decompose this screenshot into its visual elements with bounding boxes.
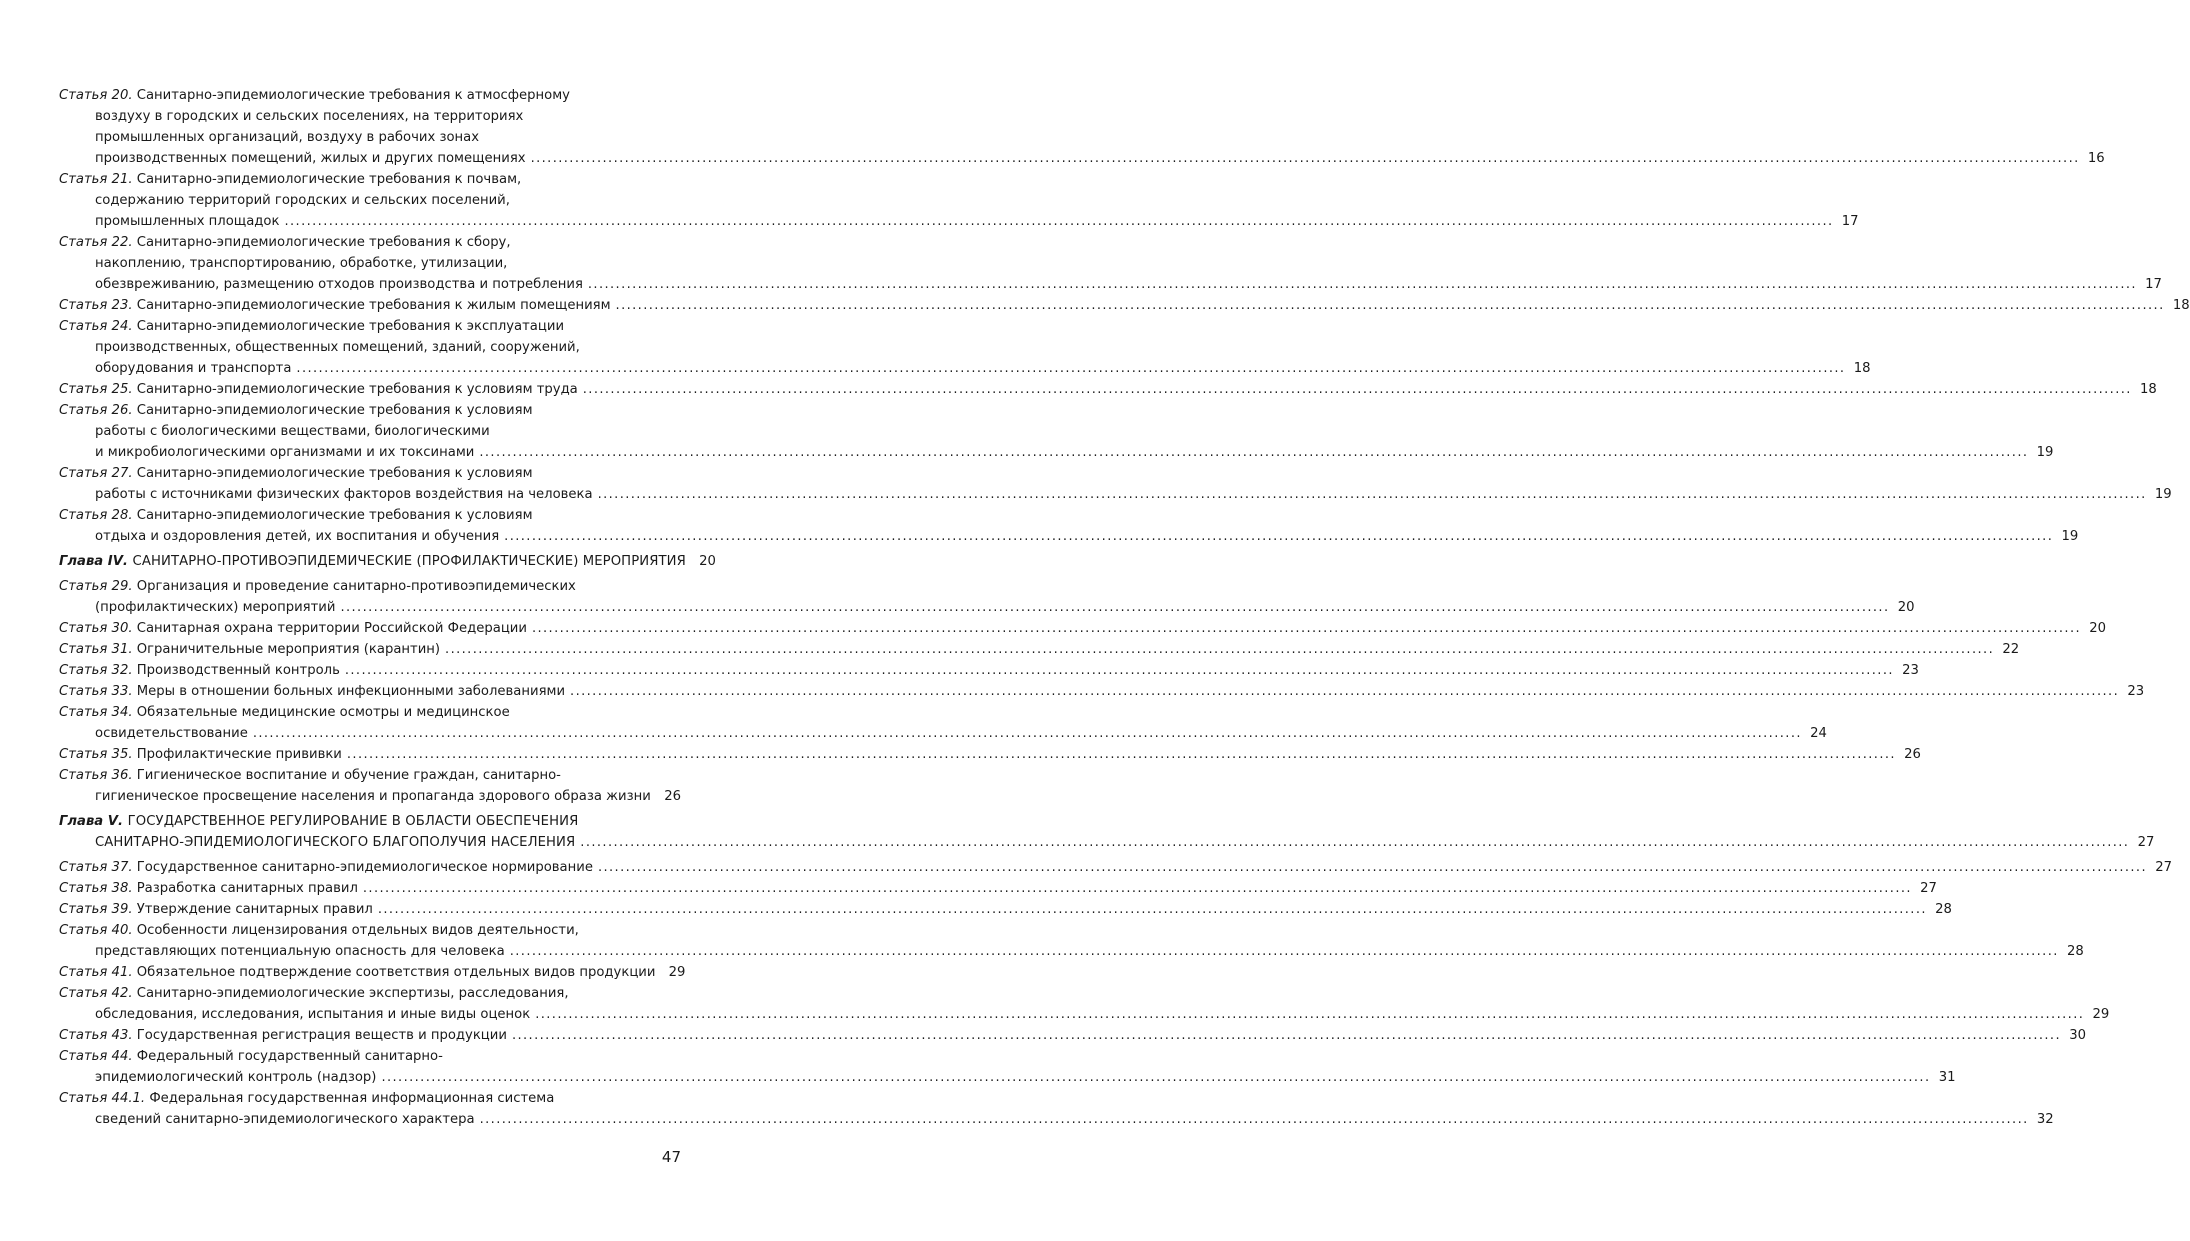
dot-leader: [479, 442, 2028, 463]
table-of-contents: [59, 85, 2190, 1130]
toc-line: Статья 31 . Ограничительные мероприятия (карантин) ..... 22: [59, 639, 681, 660]
article-label: Статья 32: [59, 663, 129, 678]
page-number: 47: [661, 1148, 681, 1166]
dot-leader: [345, 660, 1894, 681]
dot-leader: [580, 832, 2129, 853]
toc-title-text: ГОСУДАРСТВЕННОЕ РЕГУЛИРОВАНИЕ В ОБЛАСТИ ОБЕСПЕЧЕНИЯ: [127, 814, 579, 829]
toc-title-text: Санитарно-эпидемиологические требования к сбору,: [136, 235, 511, 250]
toc-line: [59, 484, 2172, 505]
toc-line: Статья 25 . Санитарно-эпидемиологические требования к условиям труда ..... 18: [59, 379, 681, 400]
toc-title-text: оборудования и транспорта: [95, 361, 292, 376]
toc-title-text: Государственное санитарно-эпидемиологическое нормирование: [136, 860, 593, 875]
toc-title-text: Профилактические прививки: [136, 747, 342, 762]
toc-title-text: промышленных площадок: [95, 214, 280, 229]
toc-line: [59, 190, 681, 211]
toc-line: Статья 40 . Особенности лицензирования отдельных видов деятельности,: [59, 920, 681, 941]
toc-page-number: 18: [2172, 298, 2190, 313]
dot-leader: [378, 899, 1927, 920]
toc-page-number: 18: [1853, 361, 1871, 376]
toc-page-number: 32: [2036, 1112, 2054, 1127]
dot-leader: [284, 211, 1833, 232]
toc-title-text: содержанию территорий городских и сельских поселений,: [95, 193, 510, 208]
toc-title-text: Разработка санитарных правил: [136, 881, 358, 896]
dot-leader: [504, 526, 2053, 547]
dot-leader: [296, 358, 1845, 379]
toc-page-number: 23: [1902, 663, 1919, 678]
toc-page-number: 19: [2061, 529, 2079, 544]
toc-line: [59, 786, 681, 807]
dot-leader: [347, 744, 1896, 765]
article-label: Статья 30: [59, 621, 129, 636]
toc-entry: [59, 681, 2145, 702]
toc-title-text: Санитарно-эпидемиологические требования к условиям: [136, 403, 533, 418]
toc-entry: [59, 379, 2157, 400]
toc-title-text: Утверждение санитарных правил: [136, 902, 373, 917]
article-label: Статья 38: [59, 881, 129, 896]
toc-line: [59, 337, 681, 358]
article-label: Статья 23: [59, 298, 129, 313]
toc-page-number: 26: [1904, 747, 1921, 762]
article-label: Статья 26: [59, 403, 129, 418]
toc-title-text: представляющих потенциальную опасность для человека: [95, 944, 505, 959]
toc-line: Статья 29 . Организация и проведение санитарно-противоэпидемических: [59, 576, 681, 597]
toc-title-text: производственных, общественных помещений, зданий, сооружений,: [95, 340, 580, 355]
toc-title-text: сведений санитарно-эпидемиологического характера: [95, 1112, 475, 1127]
toc-title-text: воздуху в городских и сельских поселениях, на территориях: [95, 109, 524, 124]
toc-entry: [59, 400, 2054, 463]
toc-title-text: отдыха и оздоровления детей, их воспитания и обучения: [95, 529, 500, 544]
toc-line: [59, 597, 1915, 618]
article-label: Статья 36: [59, 768, 129, 783]
toc-line: Глава V . ГОСУДАРСТВЕННОЕ РЕГУЛИРОВАНИЕ В ОБЛАСТИ ОБЕСПЕЧЕНИЯ: [59, 811, 681, 832]
toc-title-text: Государственная регистрация веществ и продукции: [136, 1028, 507, 1043]
article-label: Статья 42: [59, 986, 129, 1001]
toc-title-text: Санитарно-эпидемиологические требования к условиям: [136, 508, 533, 523]
article-label: Статья 33: [59, 684, 129, 699]
article-label: Статья 27: [59, 466, 129, 481]
toc-line: Статья 38 . Разработка санитарных правил ..... 27: [59, 878, 681, 899]
dot-leader: [588, 274, 2137, 295]
dot-leader: [381, 1067, 1930, 1088]
toc-page-number: 29: [2092, 1007, 2110, 1022]
dot-leader: [570, 681, 2119, 702]
toc-line: Статья 30 . Санитарная охрана территории Российской Федерации ..... 20: [59, 618, 681, 639]
toc-page-number: 18: [2140, 382, 2157, 397]
toc-title-text: производственных помещений, жилых и других помещениях: [95, 151, 526, 166]
toc-page-number: 27: [2155, 860, 2172, 875]
toc-title-text: обследования, исследования, испытания и иные виды оценок: [95, 1007, 531, 1022]
toc-page-number: 31: [1938, 1070, 1956, 1085]
toc-page-number: 28: [1935, 902, 1952, 917]
toc-line: [59, 106, 681, 127]
toc-line: Статья 27 . Санитарно-эпидемиологические требования к условиям: [59, 463, 681, 484]
toc-line: Статья 34 . Обязательные медицинские осмотры и медицинское: [59, 702, 681, 723]
toc-title-text: Санитарная охрана территории Российской Федерации: [136, 621, 527, 636]
toc-line: Статья 24 . Санитарно-эпидемиологические требования к эксплуатации: [59, 316, 681, 337]
toc-title-text: и микробиологическими организмами и их токсинами: [95, 445, 475, 460]
toc-line: Статья 23 . Санитарно-эпидемиологические требования к жилым помещениям ..... 18: [59, 295, 681, 316]
toc-page-number: 20: [699, 554, 716, 569]
toc-line: Статья 26 . Санитарно-эпидемиологические требования к условиям: [59, 400, 681, 421]
article-label: Статья 24: [59, 319, 129, 334]
toc-title-text: (профилактических) мероприятий: [95, 600, 336, 615]
toc-line: Статья 39 . Утверждение санитарных правил ..... 28: [59, 899, 681, 920]
toc-page-number: 17: [2145, 277, 2162, 292]
toc-title-text: эпидемиологический контроль (надзор): [95, 1070, 377, 1085]
toc-line: [59, 274, 2162, 295]
toc-line: Статья 44 . Федеральный государственный санитарно-: [59, 1046, 681, 1067]
toc-entry: [59, 463, 2172, 505]
toc-title-text: Санитарно-эпидемиологические требования к почвам,: [136, 172, 522, 187]
toc-line: [59, 941, 2084, 962]
toc-title-text: Санитарно-эпидемиологические экспертизы, расследования,: [136, 986, 569, 1001]
toc-title-text: САНИТАРНО-ЭПИДЕМИОЛОГИЧЕСКОГО БЛАГОПОЛУЧИЯ НАСЕЛЕНИЯ: [95, 835, 576, 850]
toc-page-number: 17: [1841, 214, 1859, 229]
toc-line: [59, 526, 2079, 547]
toc-title-text: САНИТАРНО-ПРОТИВОЭПИДЕМИЧЕСКИЕ (ПРОФИЛАКТИЧЕСКИЕ) МЕРОПРИЯТИЯ: [132, 554, 686, 569]
toc-title-text: Гигиеническое воспитание и обучение граждан, санитарно-: [136, 768, 561, 783]
toc-title-text: Федеральная государственная информационная система: [149, 1091, 555, 1106]
article-label: Статья 39: [59, 902, 129, 917]
toc-page-number: 19: [2154, 487, 2172, 502]
toc-line: Статья 44.1 . Федеральная государственная информационная система: [59, 1088, 681, 1109]
toc-line: Статья 22 . Санитарно-эпидемиологические требования к сбору,: [59, 232, 681, 253]
toc-page-number: 29: [668, 965, 686, 980]
toc-page-number: 26: [664, 789, 681, 804]
chapter-label: Глава V: [59, 814, 119, 829]
toc-page-number: 24: [1810, 726, 1827, 741]
toc-entry: [59, 962, 686, 983]
toc-entry: [59, 857, 2172, 878]
dot-leader: [512, 1025, 2061, 1046]
toc-line: [59, 127, 681, 148]
article-label: Статья 40: [59, 923, 129, 938]
article-label: Статья 37: [59, 860, 129, 875]
toc-line: Статья 21 . Санитарно-эпидемиологические требования к почвам,: [59, 169, 681, 190]
dot-leader: [363, 878, 1912, 899]
article-label: Статья 41: [59, 965, 129, 980]
toc-line: Статья 35 . Профилактические прививки ..... 26: [59, 744, 681, 765]
toc-entry: [59, 1088, 2054, 1130]
article-label: Статья 21: [59, 172, 129, 187]
toc-title-text: гигиеническое просвещение населения и пропаганда здорового образа жизни: [95, 789, 651, 804]
article-label: Статья 29: [59, 579, 129, 594]
dot-leader: [598, 484, 2147, 505]
toc-entry: [59, 232, 2162, 295]
article-label: Статья 25: [59, 382, 129, 397]
toc-page-number: 27: [2137, 835, 2155, 850]
toc-title-text: Обязательное подтверждение соответствия отдельных видов продукции: [136, 965, 656, 980]
dot-leader: [480, 1109, 2029, 1130]
toc-line: Статья 42 . Санитарно-эпидемиологические экспертизы, расследования,: [59, 983, 681, 1004]
toc-entry: [59, 1046, 1956, 1088]
toc-page-number: 23: [2127, 684, 2145, 699]
dot-leader: [583, 379, 2132, 400]
toc-page-number: 20: [1897, 600, 1915, 615]
toc-entry: [59, 316, 1871, 379]
toc-line: Статья 36 . Гигиеническое воспитание и обучение граждан, санитарно-: [59, 765, 681, 786]
toc-title-text: Санитарно-эпидемиологические требования к условиям труда: [136, 382, 578, 397]
toc-title-text: Санитарно-эпидемиологические требования к жилым помещениям: [136, 298, 611, 313]
toc-entry: [59, 618, 2107, 639]
toc-title-text: промышленных организаций, воздуху в рабочих зонах: [95, 130, 480, 145]
dot-leader: [531, 148, 2080, 169]
toc-line: Статья 37 . Государственное санитарно-эпидемиологическое нормирование ..... 27: [59, 857, 681, 878]
dot-leader: [340, 597, 1889, 618]
toc-line: Статья 43 . Государственная регистрация веществ и продукции ..... 30: [59, 1025, 681, 1046]
toc-page-number: 19: [2036, 445, 2054, 460]
article-label: Статья 28: [59, 508, 129, 523]
toc-page-number: 27: [1920, 881, 1937, 896]
toc-title-text: Производственный контроль: [136, 663, 340, 678]
dot-leader: [598, 857, 2147, 878]
toc-line: [59, 421, 681, 442]
toc-chapter: [59, 551, 716, 572]
toc-line: [59, 1109, 2054, 1130]
toc-line: [59, 148, 2105, 169]
article-label: Статья 20: [59, 88, 129, 103]
toc-entry: [59, 702, 1827, 744]
article-label: Статья 34: [59, 705, 129, 720]
article-label: Статья 22: [59, 235, 129, 250]
dot-leader: [253, 723, 1802, 744]
dot-leader: [616, 295, 2165, 316]
toc-title-text: накоплению, транспортированию, обработке, утилизации,: [95, 256, 508, 271]
toc-line: [59, 211, 1859, 232]
toc-entry: [59, 660, 1919, 681]
toc-title-text: Санитарно-эпидемиологические требования к условиям: [136, 466, 533, 481]
article-label: Статья 35: [59, 747, 129, 762]
toc-entry: [59, 744, 1921, 765]
toc-entry: [59, 878, 1937, 899]
toc-line: Глава IV . САНИТАРНО-ПРОТИВОЭПИДЕМИЧЕСКИЕ (ПРОФИЛАКТИЧЕСКИЕ) МЕРОПРИЯТИЯ 20: [59, 551, 681, 572]
article-label: Статья 31: [59, 642, 129, 657]
toc-title-text: Особенности лицензирования отдельных видов деятельности,: [136, 923, 579, 938]
toc-line: [59, 832, 2155, 853]
toc-chapter: [59, 811, 2155, 853]
toc-entry: [59, 920, 2084, 962]
toc-line: [59, 1004, 2110, 1025]
dot-leader: [510, 941, 2059, 962]
toc-line: [59, 358, 1871, 379]
toc-line: Статья 28 . Санитарно-эпидемиологические требования к условиям: [59, 505, 681, 526]
toc-title-text: Санитарно-эпидемиологические требования к атмосферному: [136, 88, 570, 103]
toc-line: [59, 253, 681, 274]
toc-entry: [59, 169, 1859, 232]
toc-entry: [59, 576, 1915, 618]
article-label: Статья 43: [59, 1028, 129, 1043]
toc-title-text: обезвреживанию, размещению отходов производства и потребления: [95, 277, 583, 292]
toc-page-number: 28: [2067, 944, 2084, 959]
toc-page-number: 30: [2069, 1028, 2086, 1043]
toc-entry: [59, 899, 1952, 920]
toc-line: Статья 32 . Производственный контроль ..... 23: [59, 660, 681, 681]
toc-title-text: Ограничительные мероприятия (карантин): [136, 642, 441, 657]
toc-title-text: освидетельствование: [95, 726, 248, 741]
toc-entry: [59, 1025, 2086, 1046]
toc-page-number: 20: [2089, 621, 2107, 636]
dot-leader: [532, 618, 2081, 639]
toc-title-text: Санитарно-эпидемиологические требования к эксплуатации: [136, 319, 565, 334]
toc-entry: [59, 639, 2020, 660]
toc-page-number: 22: [2002, 642, 2020, 657]
toc-entry: [59, 295, 2190, 316]
toc-line: [59, 1067, 1956, 1088]
toc-title-text: Меры в отношении больных инфекционными заболеваниями: [136, 684, 566, 699]
article-label: Статья 44.1: [59, 1091, 141, 1106]
chapter-label: Глава IV: [59, 554, 123, 569]
toc-line: Статья 41 . Обязательное подтверждение соответствия отдельных видов продукции 29: [59, 962, 681, 983]
toc-line: Статья 33 . Меры в отношении больных инфекционными заболеваниями ..... 23: [59, 681, 681, 702]
toc-entry: [59, 505, 2079, 547]
toc-title-text: работы с источниками физических факторов воздействия на человека: [95, 487, 593, 502]
toc-page-number: 16: [2087, 151, 2105, 166]
dot-leader: [445, 639, 1994, 660]
dot-leader: [535, 1004, 2084, 1025]
toc-entry: [59, 983, 2110, 1025]
toc-title-text: работы с биологическими веществами, биологическими: [95, 424, 490, 439]
toc-title-text: Организация и проведение санитарно-противоэпидемических: [136, 579, 576, 594]
toc-line: Статья 20 . Санитарно-эпидемиологические требования к атмосферному: [59, 85, 681, 106]
toc-line: [59, 442, 2054, 463]
article-label: Статья 44: [59, 1049, 129, 1064]
toc-title-text: Федеральный государственный санитарно-: [136, 1049, 443, 1064]
toc-line: [59, 723, 1827, 744]
toc-title-text: Обязательные медицинские осмотры и медицинское: [136, 705, 510, 720]
toc-entry: [59, 85, 2105, 169]
toc-entry: [59, 765, 681, 807]
